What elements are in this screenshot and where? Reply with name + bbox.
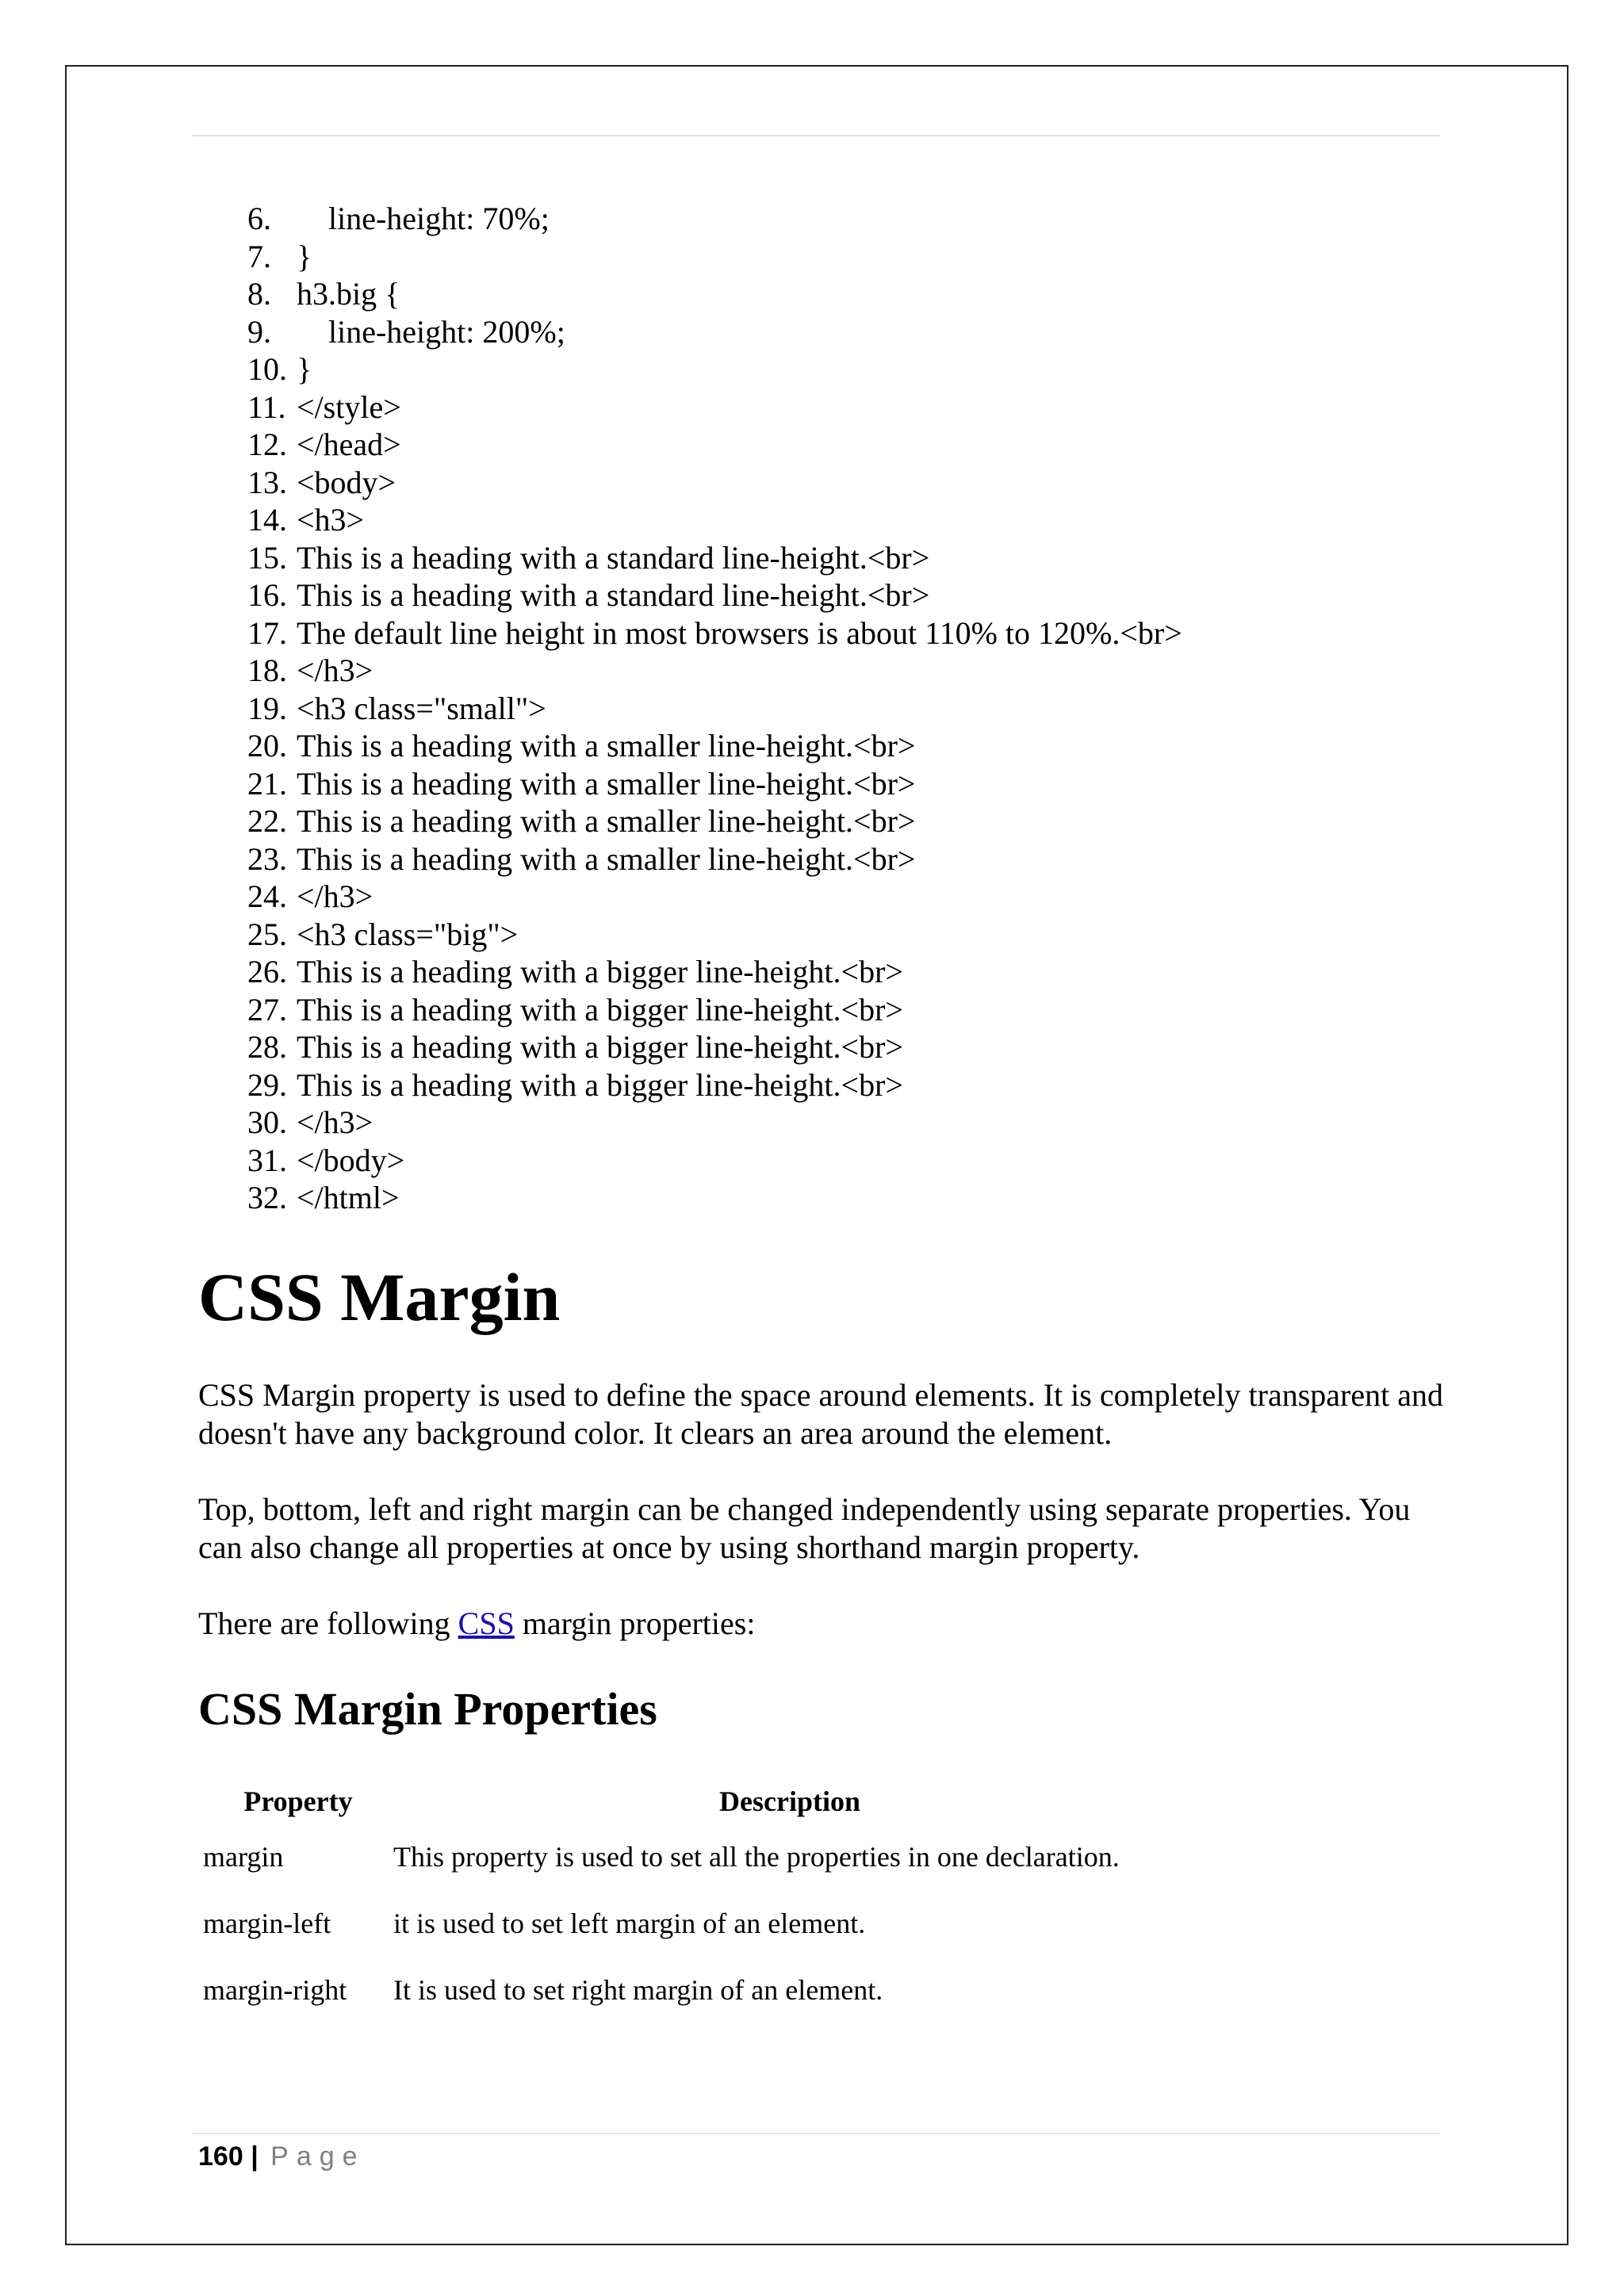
table-header-row xyxy=(203,1779,1186,1823)
line-number: 27. xyxy=(247,991,287,1027)
code-line xyxy=(247,727,1182,765)
code-text: </h3> xyxy=(297,652,373,688)
property-name: margin-right xyxy=(203,1974,347,2006)
code-text: </h3> xyxy=(297,1104,373,1140)
line-number: 14. xyxy=(247,502,287,538)
line-number: 32. xyxy=(247,1180,287,1215)
header-description: Description xyxy=(719,1785,860,1817)
code-line xyxy=(247,652,1182,690)
code-line xyxy=(247,840,1182,878)
code-text: This is a heading with a bigger line-height.<br> xyxy=(297,1029,903,1065)
intro-paragraph: CSS Margin property is used to define the space around elements. It is completely transparent and doesn't have any background color. It clears an area around the element. xyxy=(198,1377,1443,1451)
table-row xyxy=(203,1890,1186,1957)
properties-title: CSS Margin Properties xyxy=(198,1683,657,1735)
code-line xyxy=(247,690,1182,728)
line-number: 17. xyxy=(247,614,287,651)
code-line xyxy=(247,802,1182,840)
code-text: <body> xyxy=(297,464,396,500)
line-number: 18. xyxy=(247,652,287,688)
line-number: 11. xyxy=(247,388,286,425)
code-line xyxy=(247,916,1182,954)
code-text: </html> xyxy=(297,1180,400,1215)
code-text: </h3> xyxy=(297,878,373,914)
code-text: This is a heading with a smaller line-height.<br> xyxy=(297,803,916,839)
properties-intro-text: There are following xyxy=(198,1605,458,1641)
line-number: 10. xyxy=(247,351,287,387)
page-label: Page xyxy=(270,2141,366,2172)
margin-sides-paragraph: Top, bottom, left and right margin can be changed independently using separate properties. You can also change all properties at once by using shorthand margin property. xyxy=(198,1491,1411,1565)
line-number: 16. xyxy=(247,577,287,613)
table-row xyxy=(203,1823,1186,1890)
line-number: 7. xyxy=(247,238,271,274)
code-text: <h3 class="big"> xyxy=(297,916,519,952)
code-text: line-height: 70%; xyxy=(297,201,550,236)
code-line xyxy=(247,991,1182,1029)
line-number: 23. xyxy=(247,840,287,877)
line-number: 25. xyxy=(247,916,287,952)
code-text: } xyxy=(297,238,312,274)
code-text: <h3> xyxy=(297,502,365,538)
code-line xyxy=(247,1066,1182,1104)
property-description: it is used to set left margin of an element. xyxy=(393,1908,866,1939)
properties-intro-paragraph xyxy=(198,1605,1451,1643)
code-line xyxy=(247,614,1182,652)
code-text: } xyxy=(297,351,312,387)
line-number: 21. xyxy=(247,765,287,802)
property-description: This property is used to set all the properties in one declaration. xyxy=(393,1841,1120,1873)
code-line xyxy=(247,426,1182,464)
header-property: Property xyxy=(243,1785,353,1817)
code-text: </body> xyxy=(297,1142,405,1178)
code-line xyxy=(247,1028,1182,1066)
code-listing xyxy=(247,200,1182,1217)
line-number: 22. xyxy=(247,803,287,839)
property-description: It is used to set right margin of an element. xyxy=(393,1974,883,2006)
line-number: 24. xyxy=(247,878,287,914)
section-title: CSS Margin xyxy=(198,1259,561,1335)
code-text: This is a heading with a smaller line-height.<br> xyxy=(297,765,916,802)
code-text: This is a heading with a standard line-height.<br> xyxy=(297,539,930,576)
code-line xyxy=(247,200,1182,238)
code-line xyxy=(247,1142,1182,1180)
code-line xyxy=(247,238,1182,276)
properties-table xyxy=(203,1779,1186,2023)
code-line xyxy=(247,539,1182,577)
line-number: 8. xyxy=(247,276,271,312)
code-line xyxy=(247,313,1182,351)
code-line xyxy=(247,1179,1182,1217)
code-text: This is a heading with a bigger line-height.<br> xyxy=(297,1066,903,1103)
line-number: 30. xyxy=(247,1104,287,1140)
code-line xyxy=(247,878,1182,916)
code-line xyxy=(247,388,1182,427)
property-name: margin xyxy=(203,1841,284,1873)
line-number: 19. xyxy=(247,690,287,726)
code-line xyxy=(247,1104,1182,1142)
table-row xyxy=(203,1957,1186,2023)
code-text: The default line height in most browsers is about 110% to 120%.<br> xyxy=(297,614,1182,651)
line-number: 6. xyxy=(247,201,271,236)
line-number: 26. xyxy=(247,954,287,989)
code-line xyxy=(247,464,1182,502)
code-line xyxy=(247,953,1182,991)
code-line xyxy=(247,765,1182,803)
css-link[interactable]: CSS xyxy=(458,1605,515,1641)
footer-rule xyxy=(192,2133,1440,2134)
code-line xyxy=(247,576,1182,614)
code-text: This is a heading with a standard line-height.<br> xyxy=(297,577,930,613)
code-line xyxy=(247,501,1182,539)
page-footer xyxy=(198,2139,366,2174)
header-rule xyxy=(192,135,1440,136)
code-text: h3.big { xyxy=(297,276,400,312)
page-number: 160 xyxy=(198,2141,243,2172)
code-text: This is a heading with a bigger line-height.<br> xyxy=(297,991,903,1027)
code-text: </head> xyxy=(297,427,401,462)
code-text: <h3 class="small"> xyxy=(297,690,546,726)
footer-separator: | xyxy=(251,2141,259,2172)
properties-intro-text-end: margin properties: xyxy=(514,1605,756,1641)
line-number: 29. xyxy=(247,1066,287,1103)
line-number: 15. xyxy=(247,539,287,576)
code-line xyxy=(247,350,1182,388)
line-number: 20. xyxy=(247,728,287,763)
line-number: 9. xyxy=(247,313,271,350)
code-text: This is a heading with a smaller line-height.<br> xyxy=(297,840,916,877)
code-text: line-height: 200%; xyxy=(297,313,565,350)
code-text: </style> xyxy=(297,388,401,425)
code-text: This is a heading with a bigger line-height.<br> xyxy=(297,954,903,989)
line-number: 31. xyxy=(247,1142,287,1178)
property-name: margin-left xyxy=(203,1908,331,1939)
code-text: This is a heading with a smaller line-height.<br> xyxy=(297,728,916,763)
line-number: 13. xyxy=(247,464,287,500)
line-number: 28. xyxy=(247,1029,287,1065)
code-line xyxy=(247,275,1182,313)
line-number: 12. xyxy=(247,427,287,462)
